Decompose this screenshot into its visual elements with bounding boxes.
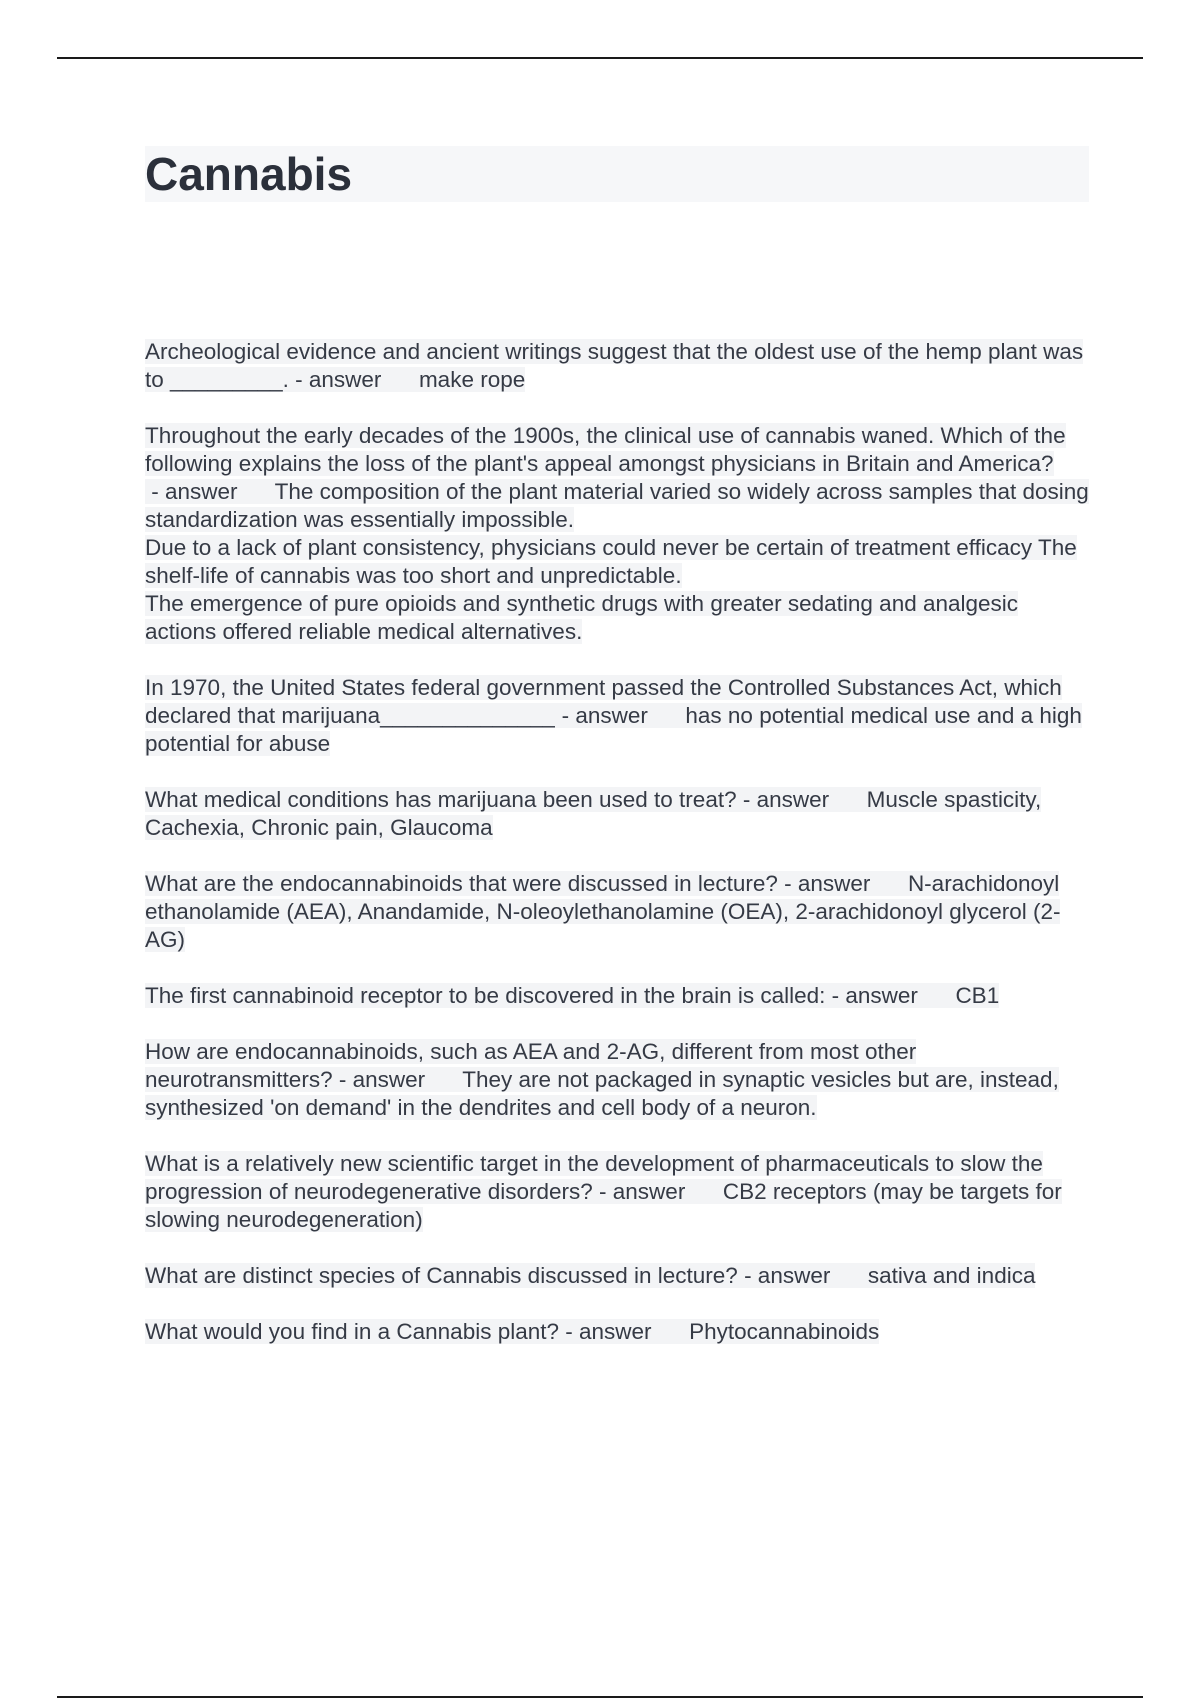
qa-item bbox=[145, 786, 1090, 842]
answer-text: The composition of the plant material varied so widely across samples that dosing standardization was essentially impossible. Due to a lack of plant consistency, physicians could never be certain of treatment efficacy The shelf-life of cannabis was too short and unpredictable. The emergence of pure opioids and synthetic drugs with greater sedating and analgesic actions offered reliable medical alternatives. bbox=[145, 479, 1089, 644]
answer-separator: - answer bbox=[592, 1179, 723, 1204]
qa-item bbox=[145, 1038, 1090, 1122]
qa-item bbox=[145, 674, 1090, 758]
answer-text: sativa and indica bbox=[867, 1263, 1036, 1288]
answer-separator: - answer bbox=[736, 787, 867, 812]
question-text: Archeological evidence and ancient writings suggest that the oldest use of the hemp plant was to _________. bbox=[145, 339, 1084, 392]
answer-separator: - answer bbox=[559, 1319, 690, 1344]
answer-text: Muscle spasticity, Cachexia, Chronic pain, Glaucoma bbox=[145, 787, 1042, 840]
question-text: What would you find in a Cannabis plant? bbox=[145, 1319, 560, 1344]
question-text: What are distinct species of Cannabis discussed in lecture? bbox=[145, 1263, 738, 1288]
qa-item bbox=[145, 1318, 1090, 1346]
qa-item bbox=[145, 338, 1090, 394]
answer-text: They are not packaged in synaptic vesicles but are, instead, synthesized 'on demand' in the dendrites and cell body of a neuron. bbox=[145, 1067, 1059, 1120]
question-text: What medical conditions has marijuana been used to treat? bbox=[145, 787, 737, 812]
answer-separator: - answer bbox=[737, 1263, 868, 1288]
qa-item bbox=[145, 1150, 1090, 1234]
question-text: What is a relatively new scientific target in the development of pharmaceuticals to slow the progression of neurodegenerative disorders? bbox=[145, 1151, 1043, 1204]
question-text: How are endocannabinoids, such as AEA and 2-AG, different from most other neurotransmitters? bbox=[145, 1039, 917, 1092]
answer-separator: - answer bbox=[288, 367, 419, 392]
page-title: Cannabis bbox=[145, 148, 353, 200]
question-text: In 1970, the United States federal government passed the Controlled Substances Act, which declared that marijuana______________ bbox=[145, 675, 1062, 728]
answer-text: has no potential medical use and a high potential for abuse bbox=[145, 703, 1082, 756]
bottom-rule bbox=[57, 1696, 1143, 1698]
answer-separator: - answer bbox=[555, 703, 686, 728]
qa-item bbox=[145, 870, 1090, 954]
answer-separator: - answer bbox=[777, 871, 908, 896]
answer-text: CB2 receptors (may be targets for slowing neurodegeneration) bbox=[145, 1179, 1062, 1232]
qa-item bbox=[145, 982, 1090, 1010]
answer-text: Phytocannabinoids bbox=[689, 1319, 880, 1344]
question-text: Throughout the early decades of the 1900s, the clinical use of cannabis waned. Which of the following explains the loss of the plant's appeal amongst physicians in Britain and America? bbox=[145, 423, 1066, 476]
question-text: What are the endocannabinoids that were discussed in lecture? bbox=[145, 871, 778, 896]
answer-text: N-arachidonoyl ethanolamide (AEA), Anandamide, N-oleoylethanolamine (OEA), 2-arachidonoyl glycerol (2-AG) bbox=[145, 871, 1061, 952]
qa-item bbox=[145, 422, 1090, 646]
answer-separator: - answer bbox=[332, 1067, 463, 1092]
answer-text: CB1 bbox=[955, 983, 1000, 1008]
qa-item bbox=[145, 1262, 1090, 1290]
answer-separator: - answer bbox=[145, 479, 275, 504]
qa-list bbox=[145, 338, 1090, 1374]
top-rule bbox=[57, 57, 1143, 59]
answer-text: make rope bbox=[418, 367, 526, 392]
answer-separator: - answer bbox=[825, 983, 956, 1008]
question-text: The first cannabinoid receptor to be discovered in the brain is called: bbox=[145, 983, 826, 1008]
